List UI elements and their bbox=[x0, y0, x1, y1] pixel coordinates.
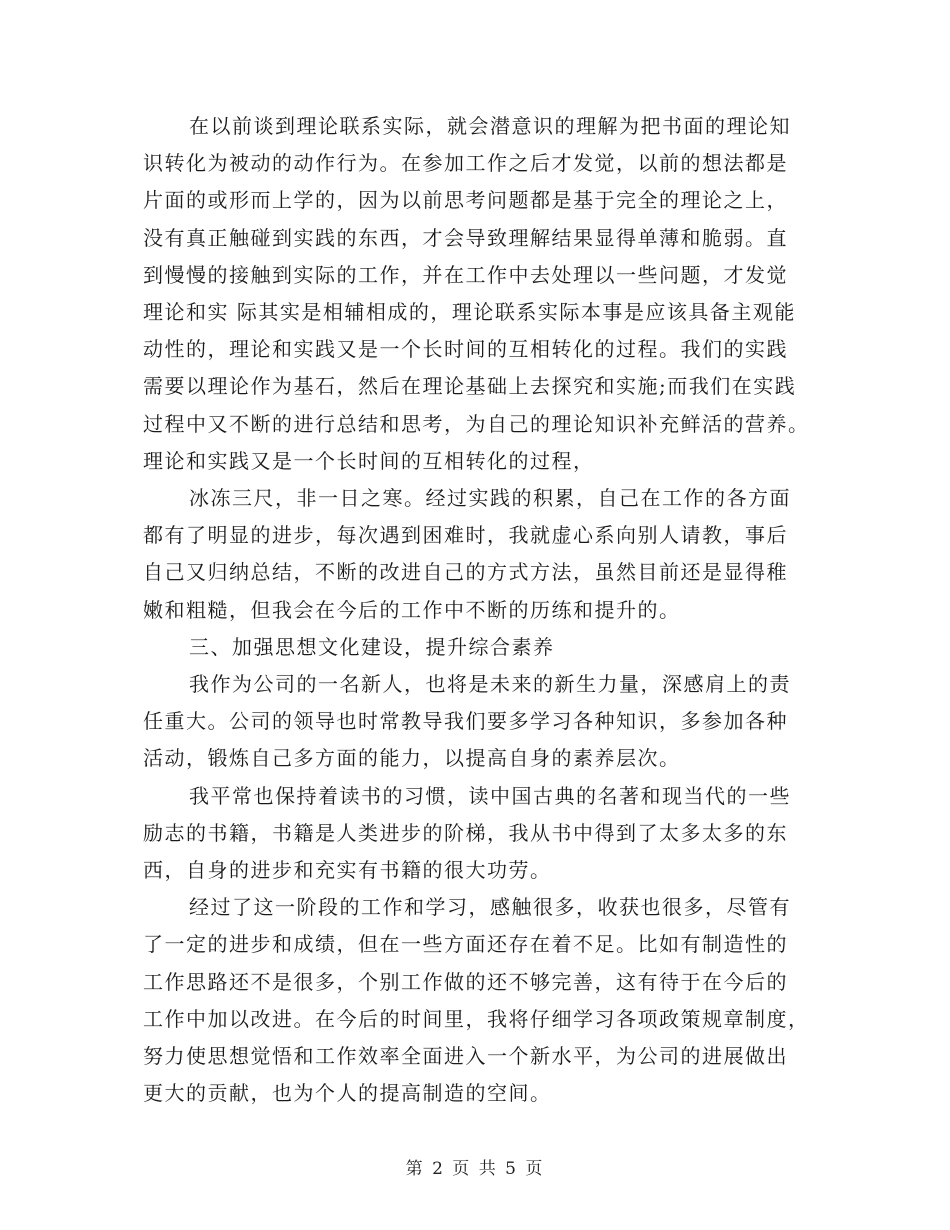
paragraph-line: 识转化为被动的动作行为。在参加工作之后才发觉，以前的想法都是 bbox=[143, 151, 788, 176]
paragraph-line: 西，自身的进步和充实有书籍的很大功劳。 bbox=[143, 858, 552, 883]
paragraph-line: 经过了这一阶段的工作和学习，感触很多，收获也很多，尽管有 bbox=[189, 895, 791, 920]
section-heading: 三、加强思想文化建设，提升综合素养 bbox=[189, 634, 555, 659]
paragraph-line: 努力使思想觉悟和工作效率全面进入一个新水平，为公司的进展做出 bbox=[143, 1044, 788, 1069]
paragraph-line: 冰冻三尺，非一日之寒。经过实践的积累，自己在工作的各方面 bbox=[189, 486, 791, 511]
paragraph-line: 更大的贡献，也为个人的提高制造的空间。 bbox=[143, 1081, 552, 1106]
paragraph-line: 工作中加以改进。在今后的时间里，我将仔细学习各项政策规章制度， bbox=[143, 1006, 810, 1031]
paragraph-line: 在以前谈到理论联系实际，就会潜意识的理解为把书面的理论知 bbox=[189, 114, 791, 138]
paragraph-line: 到慢慢的接触到实际的工作，并在工作中去处理以一些问题，才发觉 bbox=[143, 262, 788, 287]
paragraph-line: 了一定的进步和成绩，但在一些方面还存在着不足。比如有制造性的 bbox=[143, 932, 788, 957]
paragraph-line: 没有真正触碰到实践的东西，才会导致理解结果显得单薄和脆弱。直 bbox=[143, 225, 788, 250]
paragraph-line: 都有了明显的进步，每次遇到困难时，我就虚心系向别人请教，事后 bbox=[143, 523, 788, 548]
paragraph-line: 活动，锻炼自己多方面的能力，以提高自身的素养层次。 bbox=[143, 746, 681, 771]
page-number-footer: 第 2 页 共 5 页 bbox=[405, 1159, 545, 1179]
paragraph-line: 理论和实 际其实是相辅相成的，理论联系实际本事是应该具备主观能 bbox=[143, 300, 796, 325]
paragraph-line: 任重大。公司的领导也时常教导我们要多学习各种知识，多参加各种 bbox=[143, 709, 788, 734]
paragraph-line: 片面的或形而上学的，因为以前思考问题都是基于完全的理论之上， bbox=[143, 188, 788, 213]
paragraph-line: 励志的书籍，书籍是人类进步的阶梯，我从书中得到了太多太多的东 bbox=[143, 820, 788, 845]
paragraph-line: 动性的，理论和实践又是一个长时间的互相转化的过程。我们的实践 bbox=[143, 337, 788, 362]
paragraph-line: 我作为公司的一名新人，也将是未来的新生力量，深感肩上的责 bbox=[189, 672, 791, 697]
paragraph-line: 需要以理论作为基石，然后在理论基础上去探究和实施;而我们在实践 bbox=[143, 374, 797, 399]
document-body bbox=[143, 108, 811, 1112]
paragraph-line: 自己又归纳总结，不断的改进自己的方式方法，虽然目前还是显得稚 bbox=[143, 560, 788, 585]
paragraph-line: 过程中又不断的进行总结和思考，为自己的理论知识补充鲜活的营养。 bbox=[143, 411, 810, 436]
paragraph-line: 嫩和粗糙，但我会在今后的工作中不断的历练和提升的。 bbox=[143, 597, 681, 622]
paragraph-line: 理论和实践又是一个长时间的互相转化的过程， bbox=[143, 448, 595, 473]
paragraph-line: 我平常也保持着读书的习惯，读中国古典的名著和现当代的一些 bbox=[189, 783, 791, 808]
paragraph-line: 工作思路还不是很多，个别工作做的还不够完善，这有待于在今后的 bbox=[143, 969, 788, 994]
